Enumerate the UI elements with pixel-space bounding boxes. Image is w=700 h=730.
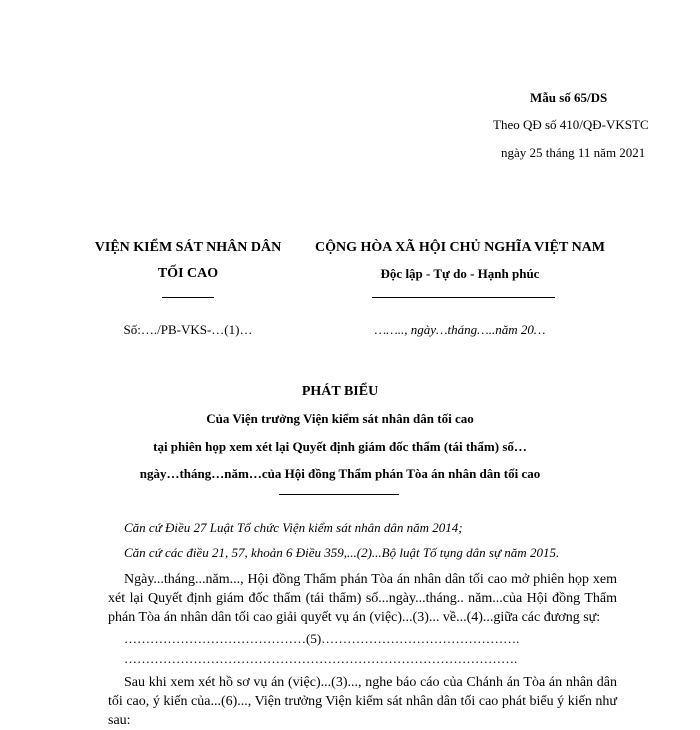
agency-underline — [162, 297, 214, 298]
subtitle-line1: Của Viện trưởng Viện kiểm sát nhân dân tối cao — [206, 411, 474, 426]
agency-name-line2: TỐI CAO — [157, 266, 219, 281]
legal-basis-2: Căn cứ các điều 21, 57, khoản 6 Điều 359,...(2)...Bộ luật Tố tụng dân sự năm 2015. — [124, 545, 560, 560]
doc-number: Số:…./PB-VKS-…(1)… — [123, 322, 253, 337]
form-number: Mẫu số 65/DS — [530, 90, 608, 105]
national-title: CỘNG HÒA XÃ HỘI CHỦ NGHĨA VIỆT NAM — [314, 240, 605, 255]
subtitle-line3: ngày…tháng…năm…của Hội đồng Thẩm phán Tòa án nhân dân tối cao — [139, 466, 541, 481]
subtitle-line2: tại phiên họp xem xét lại Quyết định giám đốc thẩm (tái thẩm) số… — [153, 439, 527, 454]
doc-title: PHÁT BIỂU — [301, 384, 379, 399]
parties-dots-1: ……………………………………(5)………………………………………. — [124, 631, 520, 646]
agency-name-line1: VIỆN KIỂM SÁT NHÂN DÂN — [94, 240, 282, 255]
paragraph-hearing: Ngày...tháng...năm..., Hội đồng Thẩm phán Tòa án nhân dân tối cao mở phiên họp xem xét lại Quyết định giám đốc thẩm (tái thẩm) số...ngày...tháng.. năm...của Hội đồng Thẩm phán Tòa án nhân dân tối cao giải quyết vụ án (việc)...(3)... về...(4)...giữa các đương sự: — [108, 572, 617, 625]
legal-basis-1: Căn cứ Điều 27 Luật Tổ chức Viện kiểm sát nhân dân năm 2014; — [124, 520, 463, 535]
paragraph-review: Sau khi xem xét hồ sơ vụ án (việc)...(3)..., nghe báo cáo của Chánh án Tòa án nhân dân tối cao, ý kiến của...(6)..., Viện trưởng Viện kiểm sát nhân dân tối cao phát biểu ý kiến như sau: — [108, 675, 617, 728]
form-reference: Theo QĐ số 410/QĐ-VKSTC — [493, 117, 649, 132]
motto-underline — [372, 297, 555, 298]
place-date: …….., ngày…tháng…..năm 20… — [374, 322, 546, 337]
parties-dots-2: ………………………………………………………………………………. — [124, 651, 518, 666]
form-date: ngày 25 tháng 11 năm 2021 — [501, 145, 646, 160]
national-motto: Độc lập - Tự do - Hạnh phúc — [380, 266, 540, 281]
title-underline — [279, 494, 399, 495]
